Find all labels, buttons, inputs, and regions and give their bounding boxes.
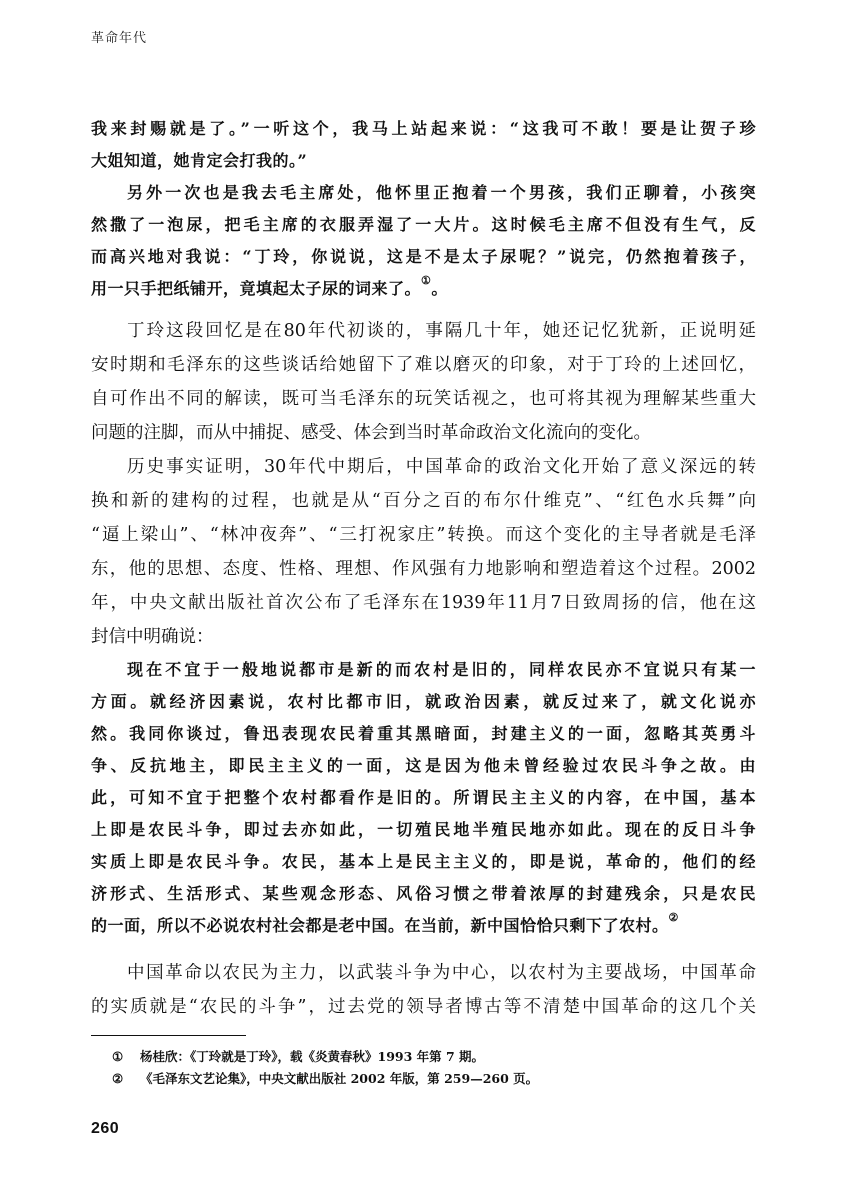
footnote-2-mark: ② bbox=[112, 1071, 124, 1086]
text-line bbox=[91, 910, 756, 942]
body-block-1 bbox=[91, 314, 756, 654]
text-line: 历史事实证明，30年代中期后，中国革命的政治文化开始了意义深远的转 bbox=[127, 457, 756, 477]
text-line: 争、反抗地主，即民主主义的一面，这是因为他未曾经验过农民斗争之故。由 bbox=[91, 756, 756, 775]
page-number: 260 bbox=[91, 1120, 120, 1137]
footnote-1 bbox=[112, 1046, 752, 1068]
text-line: 中国革命以农民为主力，以武装斗争为中心，以农村为主要战场，中国革命 bbox=[127, 963, 756, 983]
footnote-marker-1[interactable]: ① bbox=[421, 274, 432, 287]
text-line: 实质上即是农民斗争。农民，基本上是民主主义的，即是说，革命的，他们的经 bbox=[91, 852, 756, 871]
text-line: 换和新的建构的过程，也就是从“百分之百的布尔什维克”、“红色水兵舞”向 bbox=[91, 491, 756, 511]
text-line: 大姐知道，她肯定会打我的。” bbox=[91, 151, 308, 170]
footnote-2 bbox=[112, 1068, 752, 1090]
text-line: 的实质就是“农民的斗争”，过去党的领导者博古等不清楚中国革命的这几个关 bbox=[91, 997, 756, 1017]
text-line: 我来封赐就是了。”一听这个，我马上站起来说：“这我可不敢！要是让贺子珍 bbox=[91, 119, 756, 138]
footnote-divider bbox=[91, 1035, 246, 1036]
text-line: 问题的注脚，而从中捕捉、感受、体会到当时革命政治文化流向的变化。 bbox=[91, 423, 651, 443]
text-line-content: 用一只手把纸铺开，竟填起太子尿的词来了。 bbox=[91, 279, 422, 298]
text-line: 然。我同你谈过，鲁迅表现农民着重其黑暗面，封建主义的一面，忽略其英勇斗 bbox=[91, 724, 756, 743]
body-block-2 bbox=[91, 956, 756, 1024]
quote-block-2 bbox=[91, 654, 756, 942]
text-line: 另外一次也是我去毛主席处，他怀里正抱着一个男孩，我们正聊着，小孩突 bbox=[127, 183, 756, 202]
text-line: 然撒了一泡尿，把毛主席的衣服弄湿了一大片。这时候毛主席不但没有生气，反 bbox=[91, 215, 756, 234]
text-line: 此，可知不宜于把整个农村都看作是旧的。所谓民主主义的内容，在中国，基本 bbox=[91, 788, 756, 807]
text-line: 上即是农民斗争，即过去亦如此，一切殖民地半殖民地亦如此。现在的反日斗争 bbox=[91, 820, 756, 839]
text-line: 用一只手把纸铺开，竟填起太子尿的词来了。①。 bbox=[91, 274, 448, 298]
footnote-1-text: 杨桂欣：《丁玲就是丁玲》，载《炎黄春秋》1993 年第 7 期。 bbox=[140, 1049, 485, 1064]
text-line: 济形式、生活形式、某些观念形态、风俗习惯之带着浓厚的封建残余，只是农民 bbox=[91, 884, 756, 903]
running-head: 革命年代 bbox=[91, 31, 148, 46]
text-line: 年，中央文献出版社首次公布了毛泽东在1939年11月7日致周扬的信，他在这 bbox=[91, 593, 756, 613]
text-line: 方面。就经济因素说，农村比都市旧，就政治因素，就反过来了，就文化说亦 bbox=[91, 692, 756, 711]
text-line: 自可作出不同的解读，既可当毛泽东的玩笑话视之，也可将其视为理解某些重大 bbox=[91, 389, 756, 409]
footnote-marker-2[interactable]: ② bbox=[668, 911, 679, 924]
text-line: 现在不宜于一般地说都市是新的而农村是旧的，同样农民亦不宜说只有某一 bbox=[127, 660, 756, 679]
text-line: 封信中明确说： bbox=[91, 627, 214, 647]
quote-block-1 bbox=[91, 113, 756, 305]
text-line: 东，他的思想、态度、性格、理想、作风强有力地影响和塑造着这个过程。2002 bbox=[91, 559, 756, 579]
text-line: 安时期和毛泽东的这些谈话给她留下了难以磨灭的印象，对于丁玲的上述回忆， bbox=[91, 355, 756, 375]
text-line: “逼上梁山”、“林冲夜奔”、“三打祝家庄”转换。而这个变化的主导者就是毛泽 bbox=[91, 525, 756, 545]
footnotes bbox=[112, 1046, 752, 1090]
footnote-1-mark: ① bbox=[112, 1049, 124, 1064]
text-line-content: 的一面，所以不必说农村社会都是老中国。在当前，新中国恰恰只剩下了农村。 bbox=[91, 916, 669, 935]
footnote-2-text: 《毛泽东文艺论集》，中央文献出版社 2002 年版，第 259—260 页。 bbox=[140, 1071, 539, 1086]
text-line: 丁玲这段回忆是在80年代初谈的，事隔几十年，她还记忆犹新，正说明延 bbox=[127, 321, 756, 341]
text-line: 而高兴地对我说：“丁玲，你说说，这是不是太子尿呢？”说完，仍然抱着孩子， bbox=[91, 247, 756, 266]
